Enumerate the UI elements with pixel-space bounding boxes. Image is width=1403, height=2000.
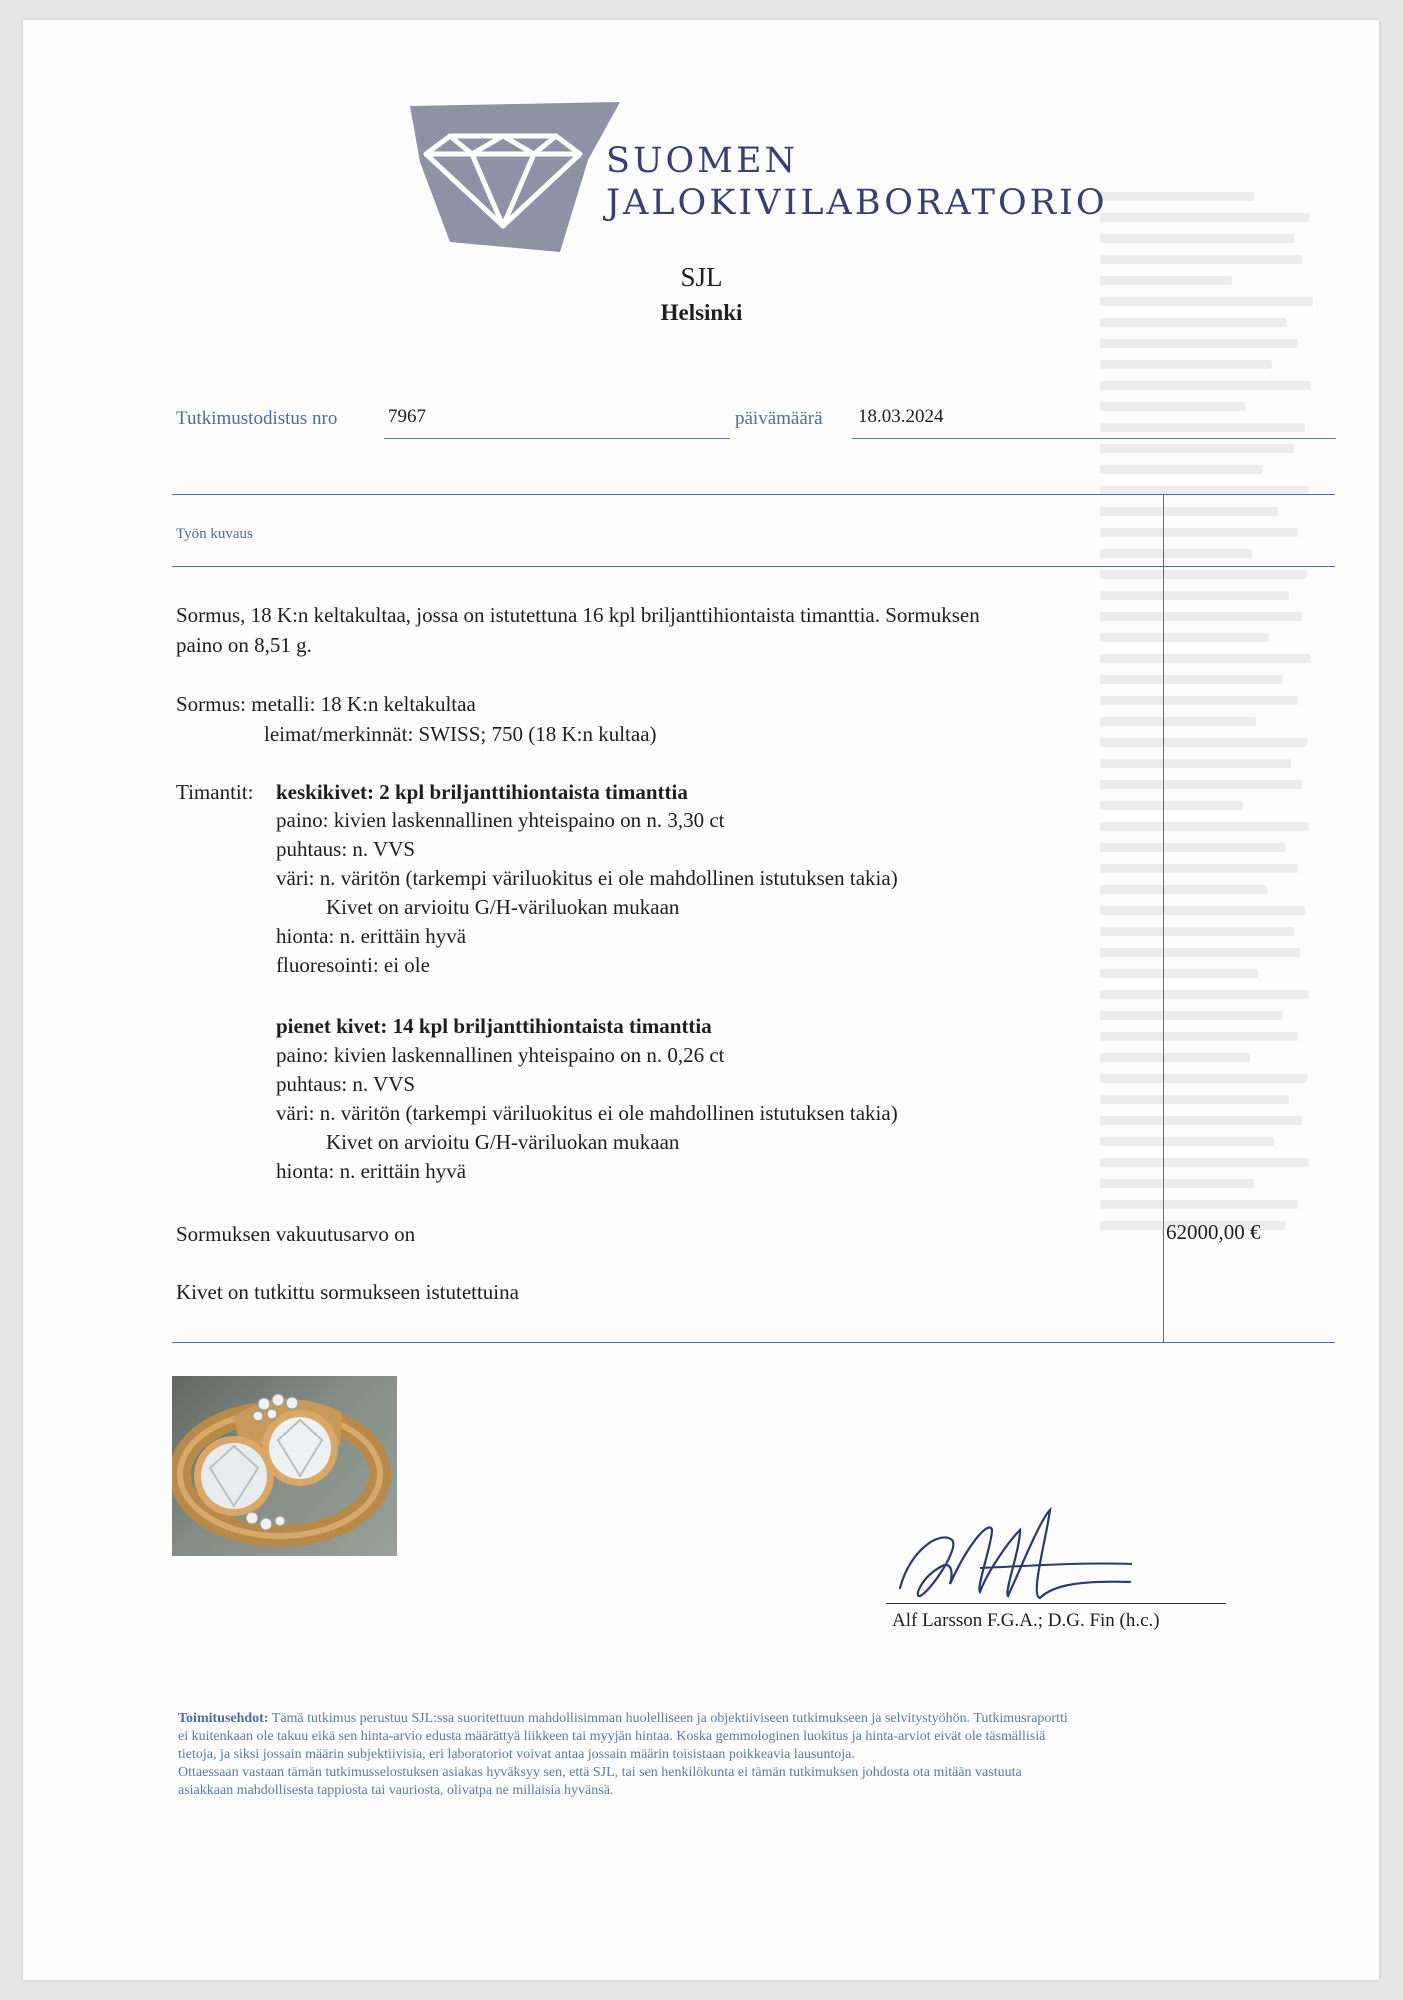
small-stones-clarity: puhtaus: n. VVS (276, 1072, 416, 1096)
insurance-value: 62000,00 € (1166, 1220, 1261, 1244)
certificate-date: 18.03.2024 (858, 406, 944, 427)
center-stones-color-note: Kivet on arvioitu G/H-väriluokan mukaan (326, 895, 680, 919)
certificate-number-underline (384, 438, 730, 439)
center-stones-clarity: puhtaus: n. VVS (276, 837, 416, 861)
lab-abbreviation: SJL (680, 262, 723, 292)
table-column-divider (1163, 494, 1164, 1342)
certificate-number: 7967 (388, 406, 426, 427)
signature-image (880, 1500, 1140, 1610)
ring-photo (172, 1376, 397, 1556)
center-stones-fluorescence: fluoresointi: ei ole (276, 953, 430, 977)
lab-name (606, 140, 1108, 224)
insurance-label: Sormuksen vakuutusarvo on (176, 1222, 416, 1246)
center-stones-weight: paino: kivien laskennallinen yhteispaino on n. 3,30 ct (276, 808, 725, 832)
center-stones-title: keskikivet: 2 kpl briljanttihiontaista timanttia (276, 780, 688, 804)
table-header-rule (172, 566, 1335, 567)
terms-line5: asiakkaan mahdollisesta tappiosta tai vauriosta, olivatpa ne millaisia hyvänsä. (178, 1783, 614, 1798)
small-stones-title: pienet kivet: 14 kpl briljanttihiontaista timanttia (276, 1014, 712, 1038)
terms-line1: Tämä tutkimus perustuu SJL:ssa suoritettuun mahdollisimman huolelliseen ja objektiiviseen tutkimukseen ja selvitystyöhön. Tutkimusraportti (271, 1711, 1068, 1726)
examined-note: Kivet on tutkittu sormukseen istutettuina (176, 1280, 519, 1304)
table-top-rule (172, 494, 1335, 495)
small-stones-cut: hionta: n. erittäin hyvä (276, 1159, 467, 1183)
description-line1: Sormus, 18 K:n keltakultaa, jossa on istutettuna 16 kpl briljanttihiontaista timanttia. Sormuksen (176, 603, 980, 627)
description-line2: paino on 8,51 g. (176, 633, 312, 657)
terms-line3: tietoja, ja siksi jossain määrin subjektiivisia, eri laboratoriot voivat antaa jossain määrin toisistaan poikkeavia lausuntoja. (178, 1747, 855, 1762)
date-label: päivämäärä (735, 408, 823, 429)
lab-city: Helsinki (660, 300, 743, 325)
lab-name-line1: SUOMEN (606, 141, 799, 181)
signature-line (886, 1603, 1226, 1604)
section-label: Työn kuvaus (176, 526, 253, 542)
reverse-side-bleed (1100, 180, 1320, 1242)
diamond-logo-icon (410, 102, 620, 252)
signer-name: Alf Larsson F.G.A.; D.G. Fin (h.c.) (892, 1610, 1160, 1631)
small-stones-weight: paino: kivien laskennallinen yhteispaino on n. 0,26 ct (276, 1043, 725, 1067)
terms-heading: Toimitusehdot: (178, 1711, 269, 1726)
ring-metal: Sormus: metalli: 18 K:n keltakultaa (176, 692, 476, 716)
terms-line2: ei kuitenkaan ole takuu eikä sen hinta-arvio edusta määrättyä liikkeen tai myyjän hintaa. Koska gemmologinen luokitus ja hinta-arviot eivät ole täsmällisiä (178, 1729, 1046, 1744)
ring-marks: leimat/merkinnät: SWISS; 750 (18 K:n kultaa) (264, 722, 657, 746)
small-stones-color-note: Kivet on arvioitu G/H-väriluokan mukaan (326, 1130, 680, 1154)
terms-block (178, 1710, 1328, 1800)
lab-name-line2: JALOKIVILABORATORIO (606, 183, 1108, 223)
diamonds-label: Timantit: (176, 780, 254, 804)
table-bottom-rule (172, 1342, 1335, 1343)
center-stones-color: väri: n. väritön (tarkempi väriluokitus ei ole mahdollinen istutuksen takia) (276, 866, 898, 890)
center-stones-cut: hionta: n. erittäin hyvä (276, 924, 467, 948)
certificate-number-label: Tutkimustodistus nro (176, 408, 338, 429)
small-stones-color: väri: n. väritön (tarkempi väriluokitus ei ole mahdollinen istutuksen takia) (276, 1101, 898, 1125)
terms-line4: Ottaessaan vastaan tämän tutkimusselostuksen asiakas hyväksyy sen, että SJL, tai sen henkilökunta ei tämän tutkimuksen johdosta ota mitään vastuuta (178, 1765, 1022, 1780)
certificate-date-underline (852, 438, 1336, 439)
